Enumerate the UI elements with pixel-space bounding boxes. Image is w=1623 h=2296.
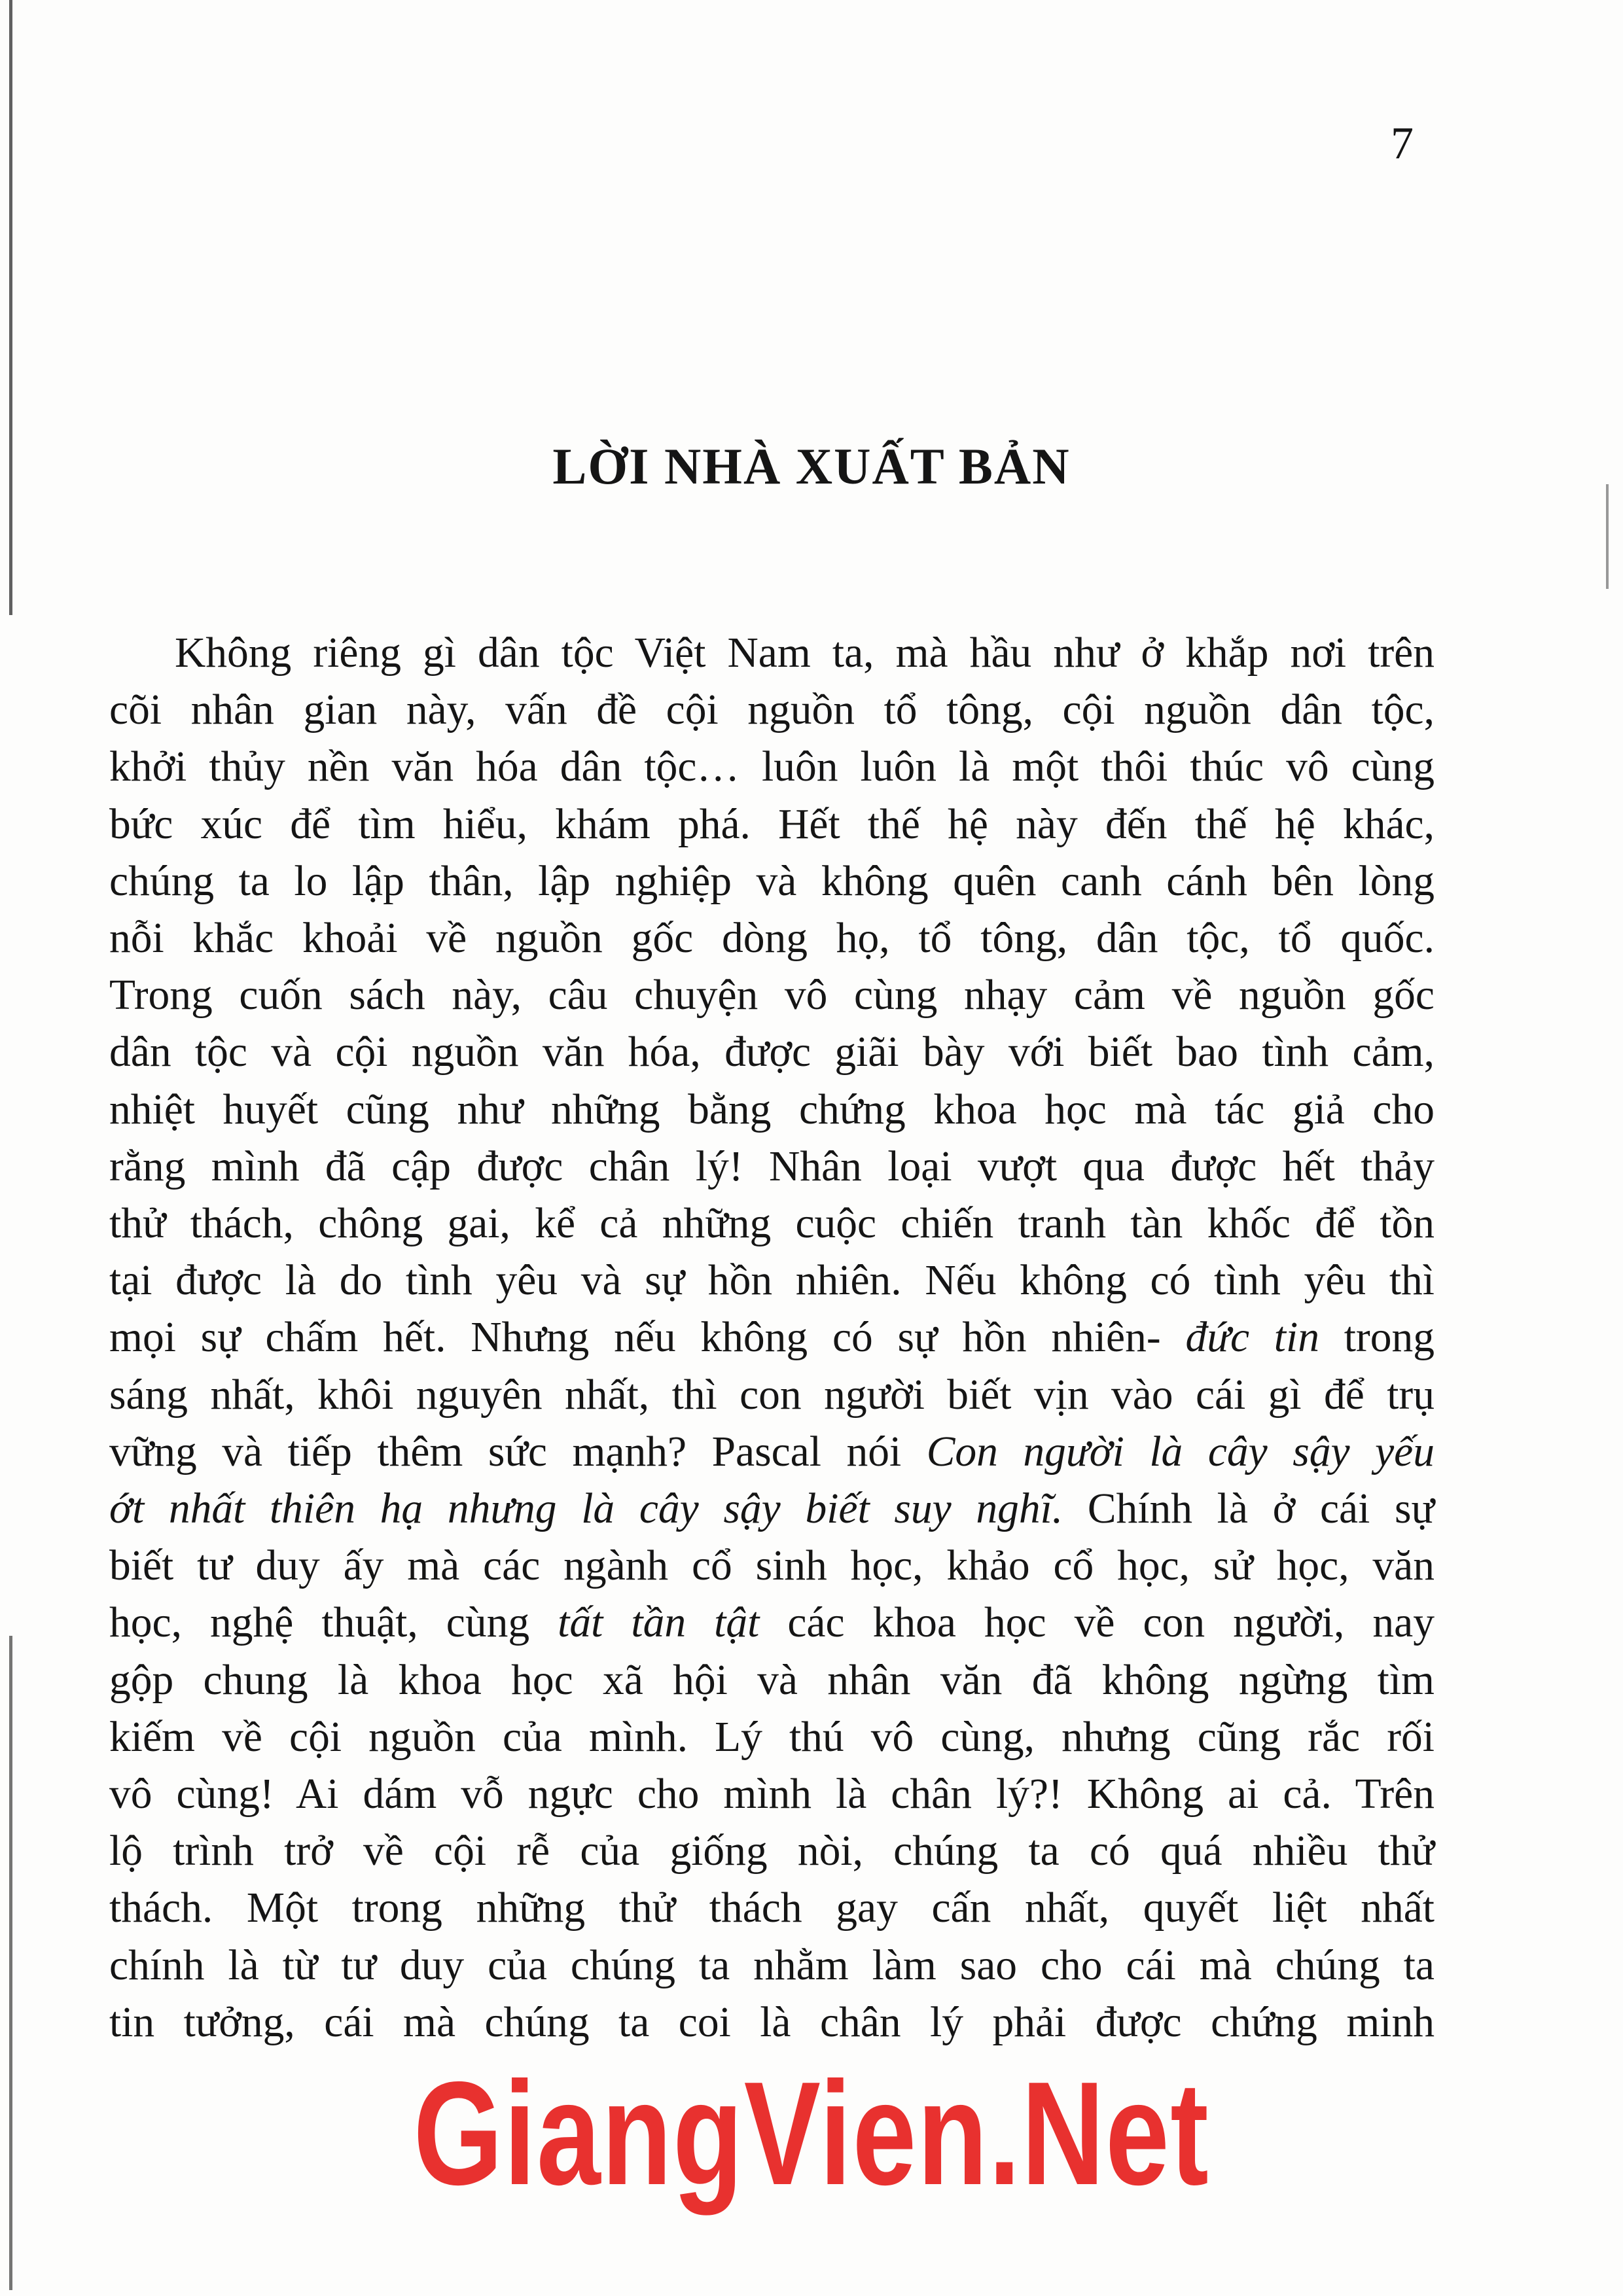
text-run: nhiệt huyết cũng như những bằng chứng khoa học mà tác giả cho — [109, 1086, 1435, 1133]
text-run: cõi nhân gian này, vấn đề cội nguồn tổ tông, cội nguồn dân tộc, — [109, 686, 1435, 734]
text-run: thử thách, chông gai, kể cả những cuộc chiến tranh tàn khốc để tồn — [109, 1200, 1435, 1248]
text-run: trong — [1319, 1314, 1435, 1362]
text-line — [109, 1595, 1435, 1651]
text-run: vững và tiếp thêm sức mạnh? Pascal nói — [109, 1428, 927, 1475]
text-line — [109, 1880, 1435, 1937]
text-line — [109, 1309, 1435, 1366]
text-run: vô cùng! Ai dám vỗ ngực cho mình là chân lý?! Không ai cả. Trên — [109, 1771, 1435, 1818]
text-line — [109, 1766, 1435, 1823]
text-run: Không riêng gì dân tộc Việt Nam ta, mà hầu như ở khắp nơi trên — [175, 629, 1435, 677]
text-run: rằng mình đã cập được chân lý! Nhân loại vượt qua được hết thảy — [109, 1142, 1435, 1190]
text-run: dân tộc và cội nguồn văn hóa, được giãi bày với biết bao tình cảm, — [109, 1029, 1435, 1076]
text-line — [109, 1538, 1435, 1595]
text-line — [109, 1709, 1435, 1766]
text-line — [109, 625, 1435, 682]
text-line — [109, 853, 1435, 910]
text-line — [109, 1139, 1435, 1195]
body-paragraph — [109, 625, 1435, 2051]
text-run: kiếm về cội nguồn của mình. Lý thú vô cùng, nhưng cũng rắc rối — [109, 1713, 1435, 1761]
text-line — [109, 1424, 1435, 1481]
scan-left-edge-lower — [9, 1636, 12, 2290]
text-line — [109, 1252, 1435, 1309]
text-line — [109, 1937, 1435, 1994]
text-line — [109, 1082, 1435, 1139]
italic-text: Con người là cây sậy yếu — [926, 1428, 1435, 1475]
text-line — [109, 910, 1435, 967]
text-line — [109, 1652, 1435, 1709]
text-run: mọi sự chấm hết. Nhưng nếu không có sự hồn nhiên- — [109, 1314, 1186, 1362]
text-run: các khoa học về con người, nay — [759, 1599, 1435, 1647]
text-run: Trong cuốn sách này, câu chuyện vô cùng nhạy cảm về nguồn gốc — [109, 972, 1435, 1019]
text-line — [109, 967, 1435, 1024]
text-line — [109, 1195, 1435, 1252]
text-run: thách. Một trong những thử thách gay cấn nhất, quyết liệt nhất — [109, 1884, 1435, 1932]
text-line — [109, 796, 1435, 853]
text-line — [109, 1994, 1435, 2051]
page-title: LỜI NHÀ XUẤT BẢN — [552, 438, 1071, 495]
text-run: bức xúc để tìm hiểu, khám phá. Hết thế hệ này đến thế hệ khác, — [109, 800, 1435, 848]
text-run: biết tư duy ấy mà các ngành cổ sinh học, khảo cổ học, sử học, văn — [109, 1542, 1435, 1590]
scan-left-edge — [9, 0, 12, 615]
text-run: Chính là ở cái sự — [1063, 1485, 1435, 1533]
text-run: tại được là do tình yêu và sự hồn nhiên. Nếu không có tình yêu thì — [109, 1257, 1435, 1305]
italic-text: đức tin — [1185, 1314, 1319, 1362]
scan-right-edge — [1606, 484, 1609, 589]
text-run: tin tưởng, cái mà chúng ta coi là chân lý phải được chứng minh — [109, 1998, 1435, 2046]
text-line — [109, 1367, 1435, 1424]
text-run: sáng nhất, khôi nguyên nhất, thì con người biết vịn vào cái gì để trụ — [109, 1371, 1435, 1419]
watermark-logo: GiangVien.Net — [413, 2051, 1210, 2216]
italic-text: ớt nhất thiên hạ nhưng là cây sậy biết suy nghĩ. — [109, 1485, 1063, 1533]
text-run: nỗi khắc khoải về nguồn gốc dòng họ, tổ tông, dân tộc, tổ quốc. — [109, 915, 1435, 963]
italic-text: tất tần tật — [558, 1599, 760, 1647]
text-line — [109, 1481, 1435, 1538]
text-run: gộp chung là khoa học xã hội và nhân văn đã không ngừng tìm — [109, 1656, 1435, 1704]
text-line — [109, 1823, 1435, 1880]
text-run: học, nghệ thuật, cùng — [109, 1599, 558, 1647]
text-line — [109, 682, 1435, 739]
text-line — [109, 1024, 1435, 1081]
page-number: 7 — [1391, 118, 1414, 169]
text-run: chúng ta lo lập thân, lập nghiệp và không quên canh cánh bên lòng — [109, 857, 1435, 905]
text-run: chính là từ tư duy của chúng ta nhằm làm sao cho cái mà chúng ta — [109, 1941, 1435, 1989]
text-line — [109, 739, 1435, 796]
text-run: khởi thủy nền văn hóa dân tộc… luôn luôn là một thôi thúc vô cùng — [109, 743, 1435, 791]
text-run: lộ trình trở về cội rễ của giống nòi, chúng ta có quá nhiều thử — [109, 1828, 1435, 1875]
